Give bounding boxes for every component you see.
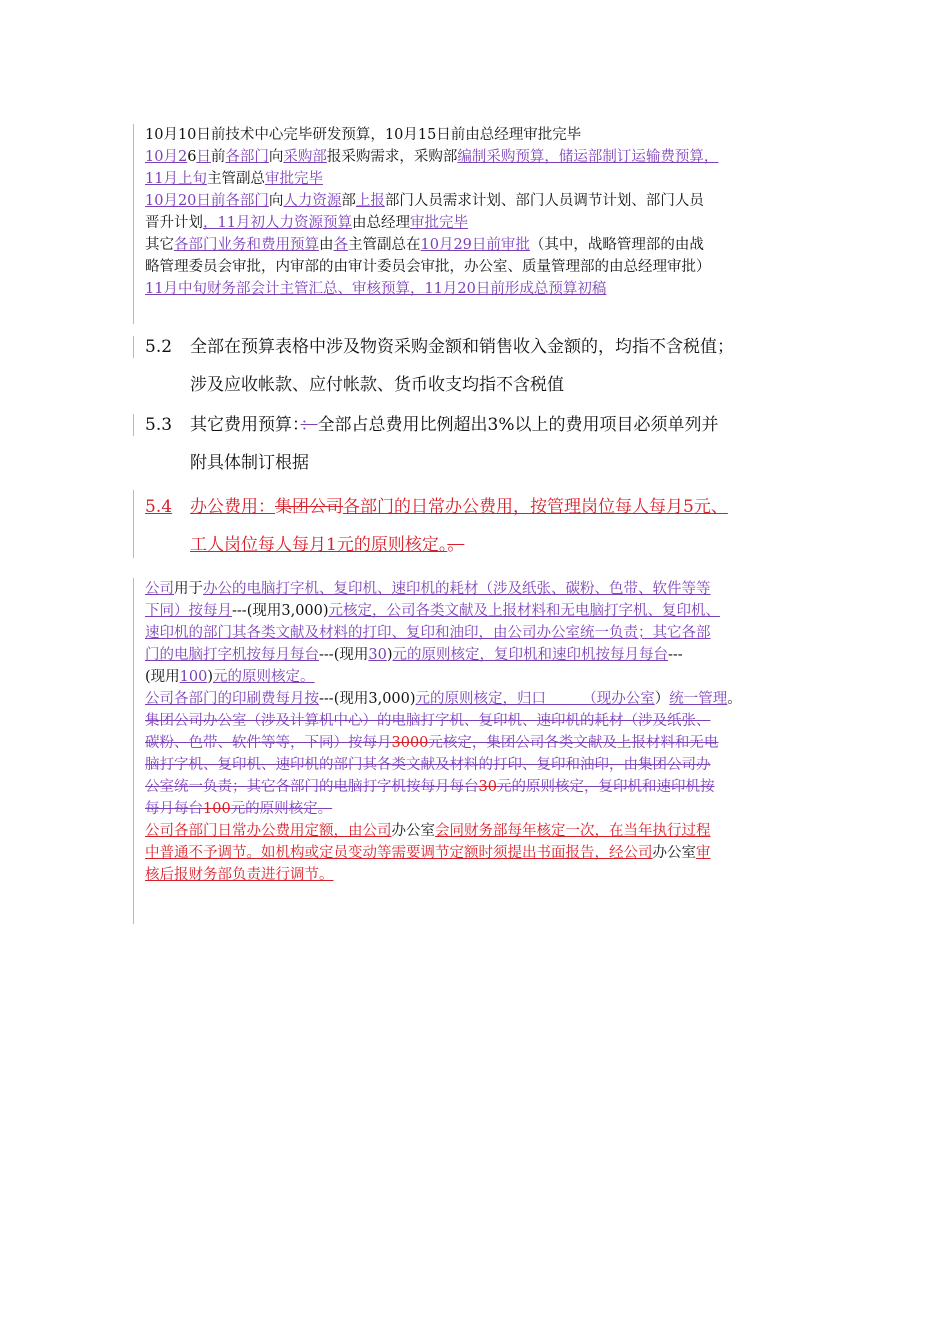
- section-number: 5.3: [145, 415, 173, 435]
- change-bar: [133, 578, 134, 924]
- revision-line: 公司各部门的印刷费每月按---(现用3,000)元的原则核定，归口 （现办公室）统一管理。: [145, 691, 742, 707]
- change-bar: [133, 414, 134, 436]
- deleted-line: 每月每台100元的原则核定。: [145, 801, 333, 817]
- revision-line: 中普通不予调节。如机构或定员变动等需要调节定额时须提出书面报告，经公司办公室审: [145, 845, 711, 861]
- section-number: 5.4: [145, 497, 173, 517]
- timeline-line: 11月上旬主管副总审批完毕: [145, 171, 323, 187]
- revision-line: 公司各部门日常办公费用定额，由公司办公室会同财务部每年核定一次，在当年执行过程: [145, 823, 711, 839]
- revision-line: 门的电脑打字机按每月每台---(现用30)元的原则核定，复印机和速印机按每月每台---: [145, 647, 683, 663]
- revision-line: 下同）按每月---(现用3,000)元核定，公司各类文献及上报材料和无电脑打字机、复印机、: [145, 603, 721, 619]
- timeline-line: 11月中旬财务部会计主管汇总、审核预算，11月20日前形成总预算初稿: [145, 281, 607, 297]
- section-5-2: 5.2 全部在预算表格中涉及物资采购金额和销售收入金额的，均指不含税值； 涉及应收帐款、应付帐款、货币收支均指不含税值: [145, 328, 734, 404]
- timeline-line: 略管理委员会审批，内审部的由审计委员会审批，办公室、质量管理部的由总经理审批）: [145, 259, 711, 275]
- deleted-line: 脑打字机、复印机、速印机的部门其各类文献及材料的打印、复印和油印，由集团公司办: [145, 757, 711, 773]
- budget-timeline: [145, 124, 820, 300]
- revision-line: 速印机的部门其各类文献及材料的打印、复印和油印，由公司办公室统一负责；其它各部: [145, 625, 711, 641]
- section-5-4: 5.4 办公费用：集团公司各部门的日常办公费用，按管理岗位每人每月5元、 工人岗位每人每月1元的原则核定。。: [145, 488, 728, 564]
- change-bar: [133, 124, 134, 324]
- deleted-line: 公室统一负责；其它各部门的电脑打字机按每月每台30元的原则核定，复印机和速印机按: [145, 779, 715, 795]
- change-bar: [133, 336, 134, 358]
- deleted-line: 集团公司办公室（涉及计算机中心）的电脑打字机、复印机、速印机的耗材（涉及纸张、: [145, 713, 711, 729]
- revision-line: 核后报财务部负责进行调节。: [145, 867, 334, 883]
- timeline-line: 其它各部门业务和费用预算由各主管副总在10月29日前审批（其中，战略管理部的由战: [145, 237, 704, 253]
- revision-line: 公司用于办公的电脑打字机、复印机、速印机的耗材（涉及纸张、碳粉、色带、软件等等: [145, 581, 711, 597]
- section-number: 5.2: [145, 337, 173, 357]
- office-expense-details: [145, 578, 820, 886]
- deleted-line: 碳粉、色带、软件等等，下同）按每月3000元核定，集团公司各类文献及上报材料和无电: [145, 735, 719, 751]
- timeline-line: 晋升计划，11月初人力资源预算由总经理审批完毕: [145, 215, 468, 231]
- revision-line: (现用100)元的原则核定。: [145, 669, 315, 685]
- section-5-3: 5.3 其它费用预算：：全部占总费用比例超出3%以上的费用项目必须单列并 附具体制订根据: [145, 406, 718, 482]
- timeline-line: 10月10日前技术中心完毕研发预算，10月15日前由总经理审批完毕: [145, 127, 582, 143]
- timeline-line: 10月20日前各部门向人力资源部上报部门人员需求计划、部门人员调节计划、部门人员: [145, 193, 704, 209]
- change-bar: [133, 490, 134, 558]
- timeline-line: 10月26日前各部门向采购部报采购需求，采购部编制采购预算，储运部制订运输费预算，: [145, 149, 719, 165]
